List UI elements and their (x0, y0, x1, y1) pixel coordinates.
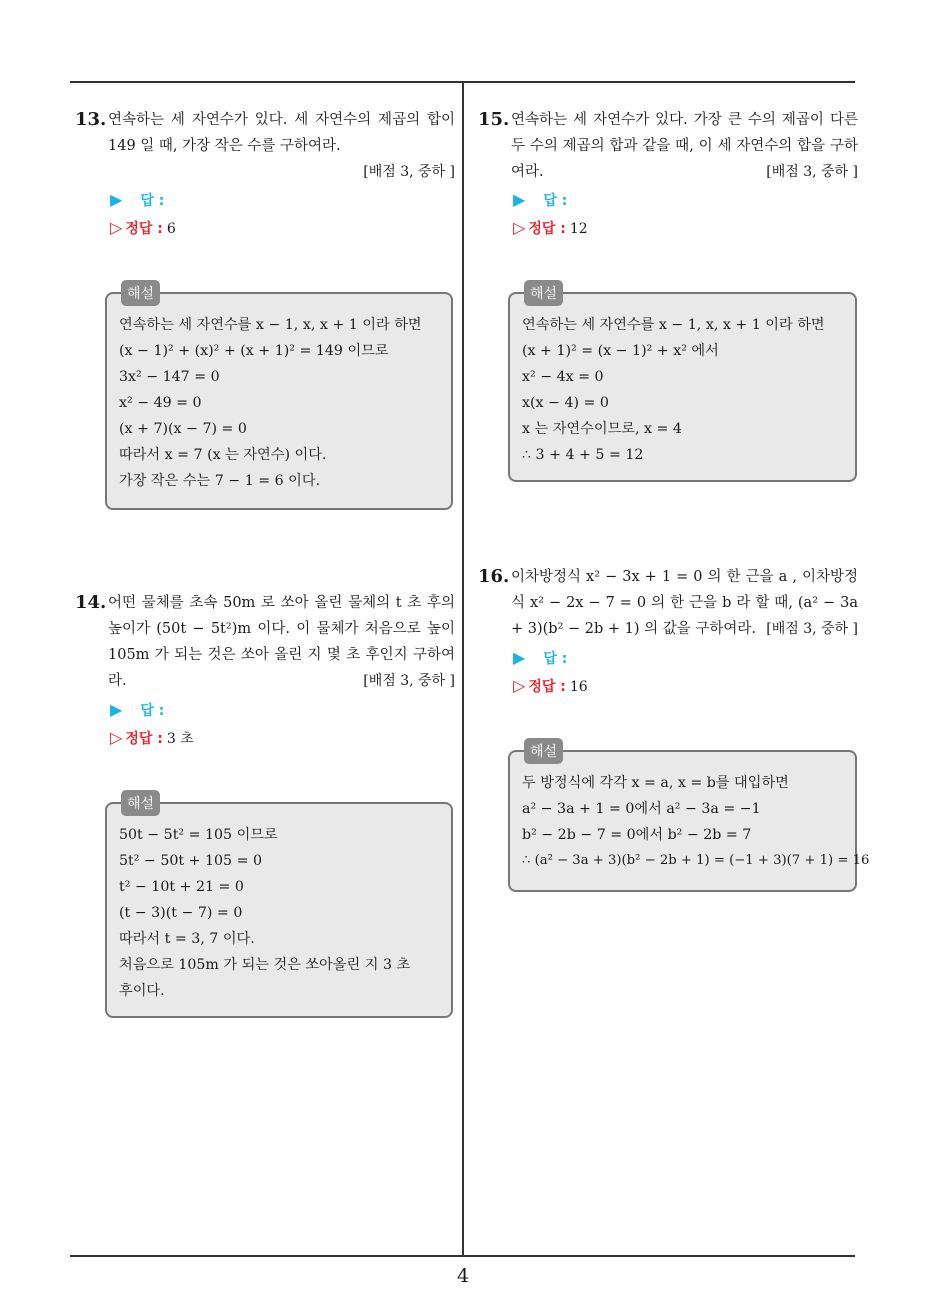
column-divider (462, 83, 464, 1255)
solution-line: 연속하는 세 자연수를 x − 1, x, x + 1 이라 하면 (522, 317, 825, 333)
solution-line: 처음으로 105m 가 되는 것은 쏘아올린 지 3 초 (119, 957, 411, 973)
solution-line: 따라서 t = 3, 7 이다. (119, 931, 255, 947)
correct-value: 3 초 (166, 731, 194, 747)
play-icon: ▶ (513, 190, 526, 209)
solution-line: ∴ 3 + 4 + 5 = 12 (522, 447, 644, 463)
solution-line: t² − 10t + 21 = 0 (119, 879, 244, 895)
solution-line: 3x² − 147 = 0 (119, 369, 220, 385)
solution-line: (x − 1)² + (x)² + (x + 1)² = 149 이므로 (119, 343, 389, 359)
problem-number: 16. (478, 566, 510, 587)
play-icon: ▶ (513, 648, 526, 667)
problem-meta: [배점 3, 중하 ] (363, 164, 455, 180)
outline-triangle-icon: ▷ (513, 218, 526, 237)
page-number: 4 (456, 1265, 470, 1287)
problem-question (478, 107, 858, 185)
correct-answer-line (110, 218, 176, 239)
correct-value: 12 (569, 221, 588, 237)
solution-line: 연속하는 세 자연수를 x − 1, x, x + 1 이라 하면 (119, 317, 422, 333)
correct-value: 6 (166, 221, 176, 237)
solution-line: b² − 2b − 7 = 0에서 b² − 2b = 7 (522, 827, 752, 843)
outline-triangle-icon: ▷ (110, 218, 123, 237)
problem-number: 15. (478, 109, 510, 130)
correct-value: 16 (569, 679, 588, 695)
problem-meta: [배점 3, 중하 ] (766, 164, 858, 180)
solution-line: 따라서 x = 7 (x 는 자연수) 이다. (119, 447, 327, 463)
answer-line (110, 700, 164, 721)
correct-label: 정답 : (125, 731, 163, 747)
solution-line: 5t² − 50t + 105 = 0 (119, 853, 262, 869)
answer-label: 답 : (543, 193, 568, 209)
solution-box (105, 796, 453, 1018)
solution-tag: 해설 (524, 738, 563, 764)
solution-line: 50t − 5t² = 105 이므로 (119, 827, 278, 843)
solution-line: 가장 작은 수는 7 − 1 = 6 이다. (119, 473, 321, 489)
problem-15 (478, 107, 858, 185)
solution-line: a² − 3a + 1 = 0에서 a² − 3a = −1 (522, 801, 761, 817)
correct-answer-line (513, 676, 588, 697)
outline-triangle-icon: ▷ (513, 676, 526, 695)
problem-16 (478, 564, 858, 642)
problem-question (478, 564, 858, 642)
answer-line (513, 190, 567, 211)
problem-question (75, 590, 455, 694)
solution-line: (x + 7)(x − 7) = 0 (119, 421, 247, 437)
solution-box (105, 286, 453, 510)
correct-label: 정답 : (528, 679, 566, 695)
solution-line: 후이다. (119, 983, 165, 999)
problem-14 (75, 590, 455, 694)
solution-line: (x + 1)² = (x − 1)² + x² 에서 (522, 343, 719, 359)
solution-tag: 해설 (121, 280, 160, 306)
correct-answer-line (110, 728, 194, 749)
correct-label: 정답 : (125, 221, 163, 237)
solution-box (508, 744, 870, 892)
solution-tag: 해설 (121, 790, 160, 816)
solution-tag: 해설 (524, 280, 563, 306)
answer-line (513, 648, 567, 669)
problem-number: 13. (75, 109, 107, 130)
solution-line: ∴ (a² − 3a + 3)(b² − 2b + 1) = (−1 + 3)(7 + 1) = 16 (522, 853, 870, 868)
problem-text: 어떤 물체를 초속 50m 로 쏘아 올린 물체의 t 초 후의 높이가 (50t − 5t²)m 이다. 이 물체가 처음으로 높이 105m 가 되는 것은 쏘아 올린 지 몇 초 후인지 구하여라. (108, 595, 455, 689)
problem-meta: [배점 3, 중하 ] (766, 621, 858, 637)
correct-label: 정답 : (528, 221, 566, 237)
solution-line: (t − 3)(t − 7) = 0 (119, 905, 243, 921)
answer-label: 답 : (140, 193, 165, 209)
answer-label: 답 : (543, 651, 568, 667)
problem-text: 이차방정식 x² − 3x + 1 = 0 의 한 근을 a , 이차방정식 x² − 2x − 7 = 0 의 한 근을 b 라 할 때, (a² − 3a + 3)(b² − 2b + 1) 의 값을 구하여라. (511, 569, 858, 637)
problem-number: 14. (75, 592, 107, 613)
solution-line: x 는 자연수이므로, x = 4 (522, 421, 682, 437)
play-icon: ▶ (110, 700, 123, 719)
problem-question (75, 107, 455, 159)
play-icon: ▶ (110, 190, 123, 209)
solution-line: x² − 4x = 0 (522, 369, 604, 385)
correct-answer-line (513, 218, 588, 239)
problem-text: 연속하는 세 자연수가 있다. 가장 큰 수의 제곱이 다른 두 수의 제곱의 합과 같을 때, 이 세 자연수의 합을 구하여라. (511, 112, 858, 180)
solution-line: x² − 49 = 0 (119, 395, 202, 411)
answer-line (110, 190, 164, 211)
problem-text: 연속하는 세 자연수가 있다. 세 자연수의 제곱의 합이 149 일 때, 가장 작은 수를 구하여라. (108, 112, 455, 154)
problem-meta: [배점 3, 중하 ] (363, 673, 455, 689)
solution-line: 두 방정식에 각각 x = a, x = b를 대입하면 (522, 775, 789, 791)
outline-triangle-icon: ▷ (110, 728, 123, 747)
solution-box (508, 286, 857, 482)
answer-label: 답 : (140, 703, 165, 719)
bottom-rule (70, 1255, 855, 1257)
problem-13 (75, 107, 455, 185)
solution-line: x(x − 4) = 0 (522, 395, 609, 411)
